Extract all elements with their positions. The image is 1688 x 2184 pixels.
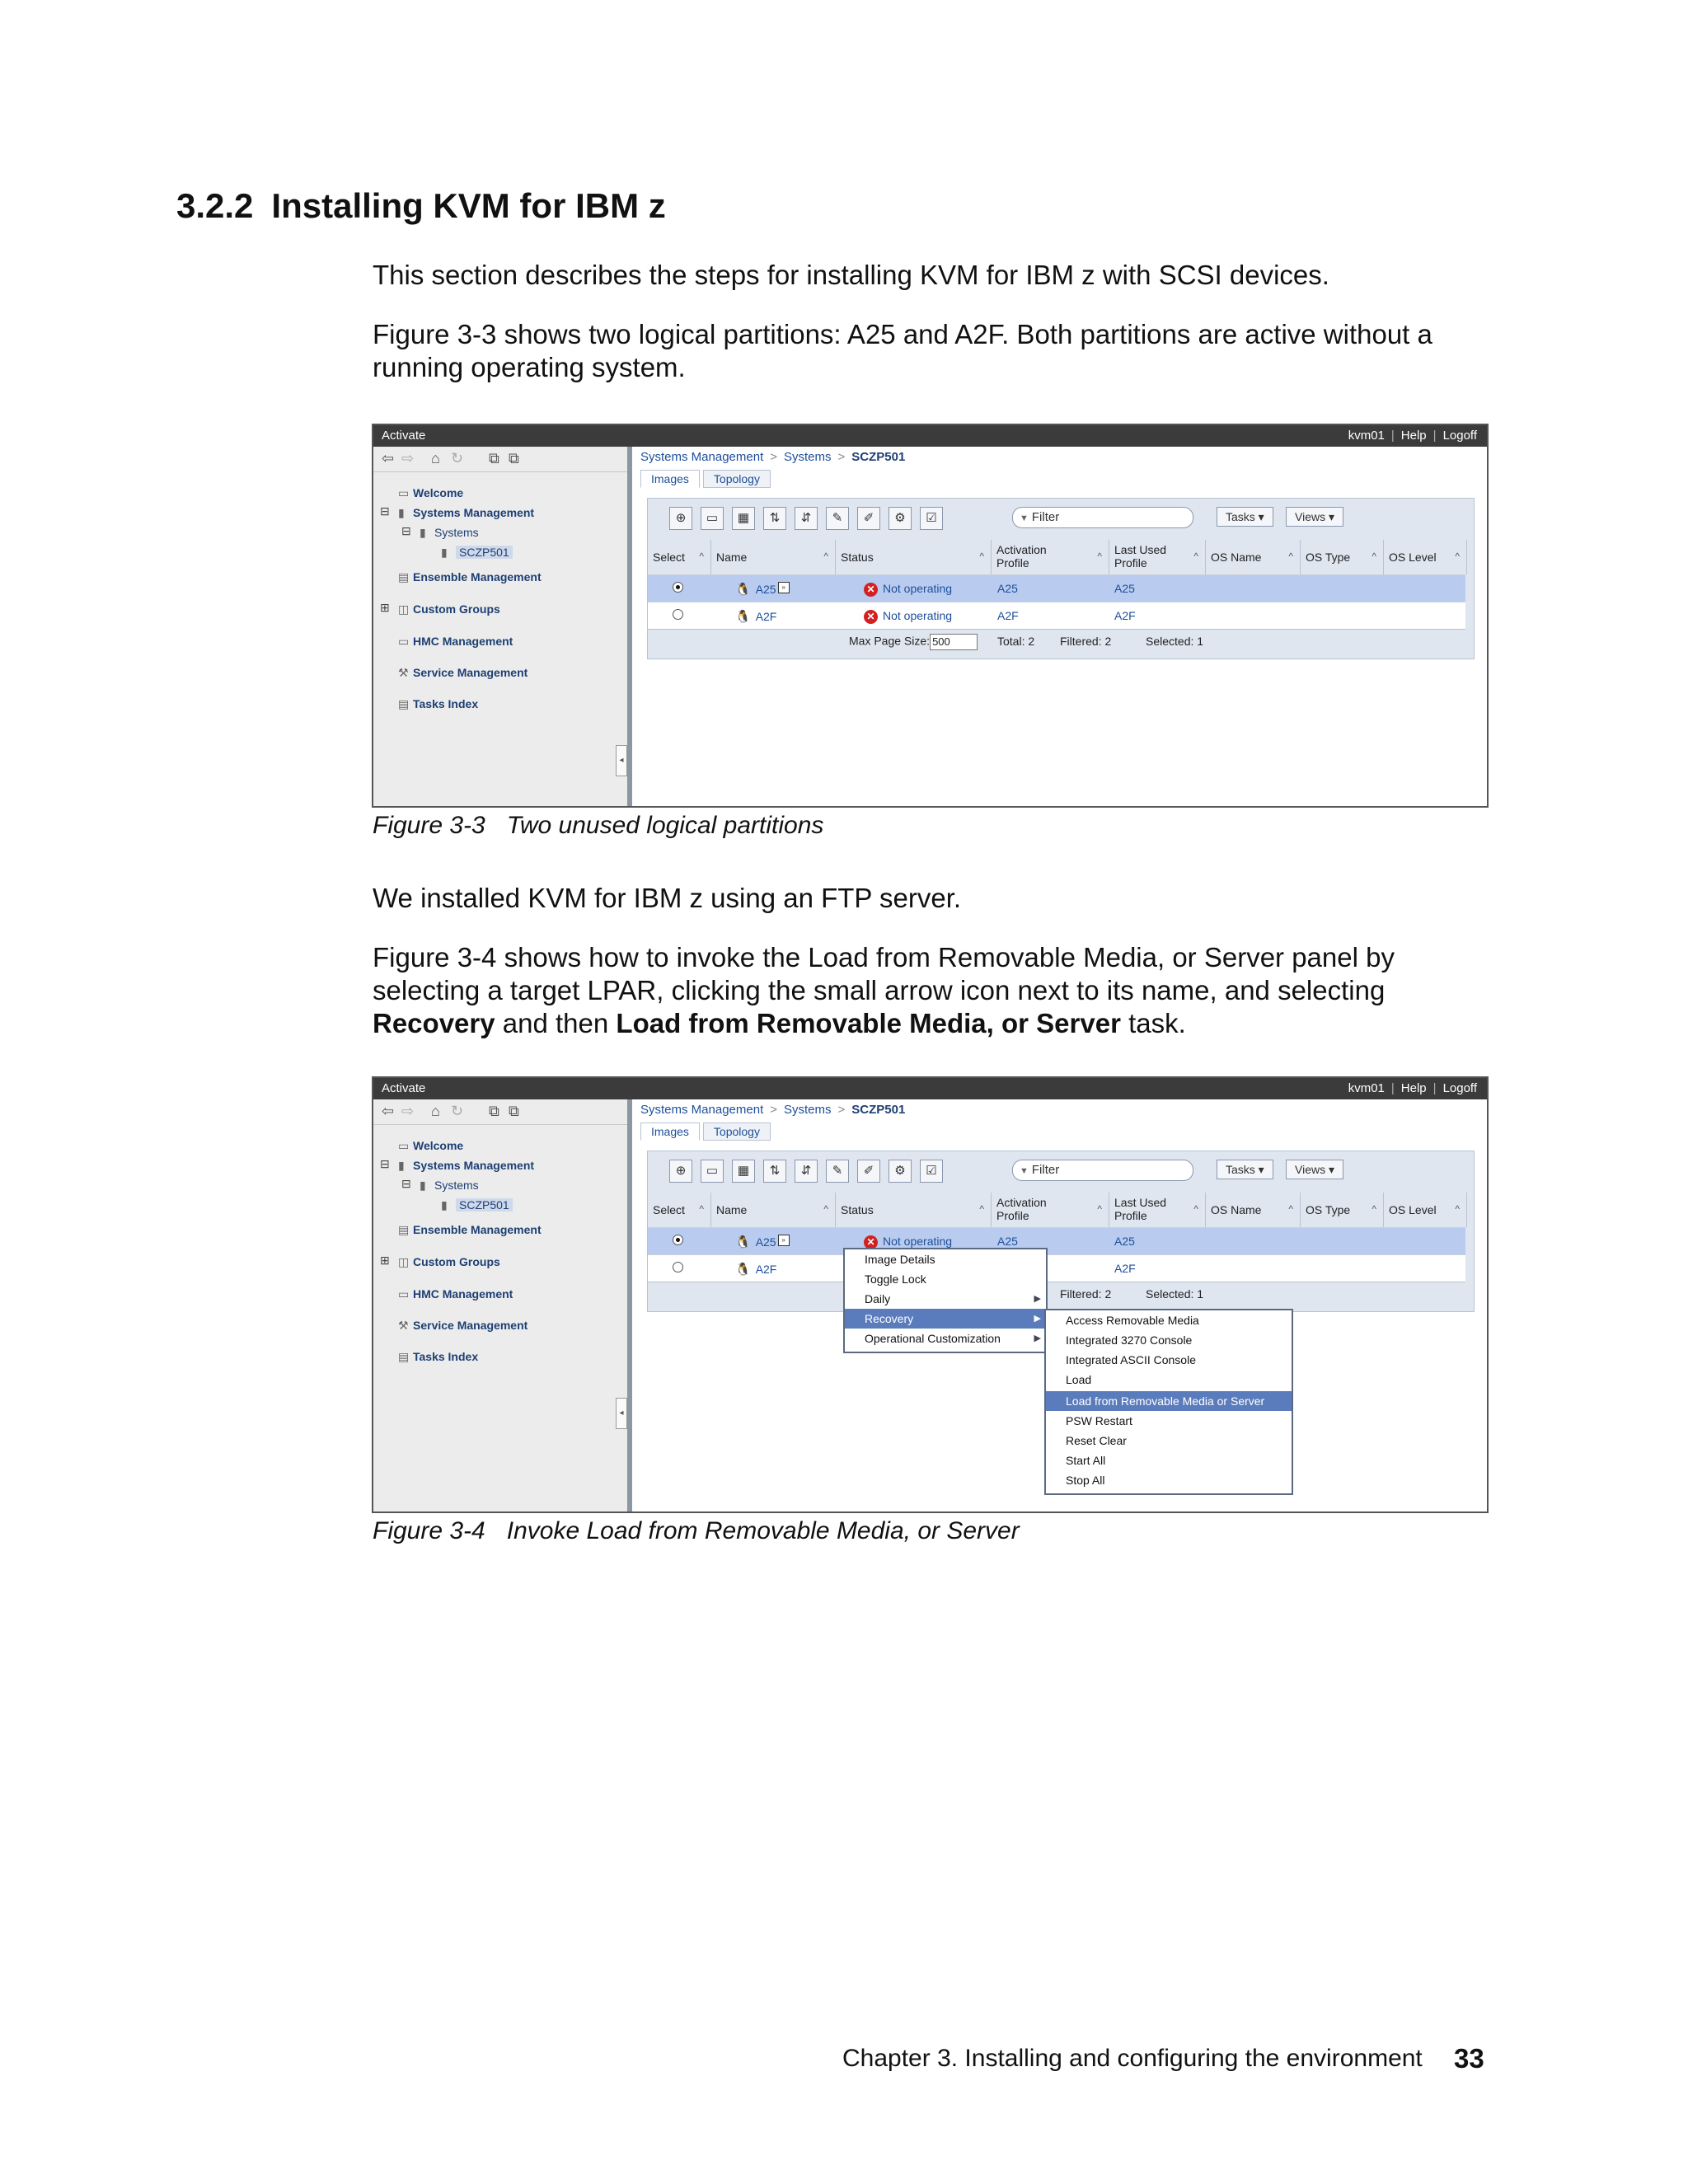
col-os-level[interactable]: OS Level ^ <box>1384 1193 1467 1227</box>
breadcrumb-systems[interactable]: Systems <box>784 1103 832 1117</box>
nav-tasks-index[interactable]: ▤ Tasks Index <box>398 1350 479 1363</box>
section-title: Installing KVM for IBM z <box>271 186 666 225</box>
tab-images[interactable]: Images <box>640 470 700 488</box>
col-name[interactable]: Name ^ <box>711 1193 836 1227</box>
sort-icon: ^ <box>823 1203 828 1215</box>
paragraph-figure-3-3: Figure 3-3 shows two logical partitions: A25 and A2F. Both partitions are active without a running operating system. <box>373 319 1432 382</box>
expand-all-icon[interactable]: ⧉ <box>489 450 499 466</box>
refresh-icon[interactable]: ↻ <box>451 1103 464 1119</box>
tab-topology[interactable]: Topology <box>703 1122 771 1141</box>
chevron-down-icon[interactable]: ▼ <box>1020 1166 1029 1176</box>
collapse-all-icon[interactable]: ⧉ <box>509 450 519 466</box>
col-last-used-profile[interactable]: Last Used Profile ^ <box>1109 540 1206 574</box>
paragraph-intro: This section describes the steps for installing KVM for IBM z with SCSI devices. <box>373 260 1329 290</box>
sort-icon: ^ <box>1455 551 1460 562</box>
details-icon[interactable]: ⊕ <box>669 507 692 530</box>
nav-sczp501[interactable]: ▮ SCZP501 <box>441 546 513 560</box>
sort-icon: ^ <box>823 551 828 562</box>
submenu-arrow-icon: ▶ <box>1034 1314 1041 1324</box>
error-icon: ✕ <box>864 1235 878 1249</box>
error-icon: ✕ <box>864 610 878 624</box>
sort-icon: ^ <box>1455 1203 1460 1215</box>
views-button[interactable]: Views ▾ <box>1286 507 1343 527</box>
error-icon: ✕ <box>864 583 878 597</box>
chevron-down-icon[interactable]: ▼ <box>1020 513 1029 523</box>
ensemble-icon: ▤ <box>398 1223 410 1236</box>
sort-icon[interactable]: ⇵ <box>795 507 818 530</box>
paragraph-ftp: We installed KVM for IBM z using an FTP server. <box>373 883 962 913</box>
nav-systems-management[interactable]: ▮ Systems Management <box>398 1159 535 1172</box>
hmc-topbar: Activate kvm01 | Help | Logoff <box>373 425 1487 447</box>
figure-3-3-caption: Figure 3-3 Two unused logical partitions <box>373 812 824 839</box>
col-last-used-profile[interactable]: Last Used Profile ^ <box>1109 1193 1206 1227</box>
col-os-type[interactable]: OS Type ^ <box>1301 540 1384 574</box>
work-pane <box>632 1099 1487 1511</box>
context-arrow-icon[interactable]: » <box>778 582 790 593</box>
filter-input[interactable]: ▼ Filter <box>1012 1160 1193 1181</box>
table-row[interactable]: 🐧 A2F ✕ Not operating A2F A2F <box>648 602 1465 629</box>
user-link[interactable]: kvm01 <box>1348 429 1385 443</box>
server-icon: ▮ <box>420 1179 426 1192</box>
nav-systems[interactable]: ▮ Systems <box>420 526 479 539</box>
help-link[interactable]: Help <box>1400 1081 1427 1095</box>
linux-penguin-icon: 🐧 <box>735 1263 751 1277</box>
back-arrow-icon[interactable]: ⇦ <box>382 450 395 466</box>
details-icon[interactable]: ⊕ <box>669 1160 692 1183</box>
service-icon: ⚒ <box>398 1319 409 1332</box>
collapse-toggle-icon[interactable]: ⊟ <box>380 504 390 518</box>
images-table-panel <box>647 498 1475 659</box>
group-icon: ◫ <box>398 602 410 616</box>
col-activation-profile[interactable]: Activation Profile ^ <box>992 1193 1109 1227</box>
collapse-all-icon[interactable]: ⧉ <box>509 1103 519 1119</box>
tasks-button[interactable]: Tasks ▾ <box>1217 507 1273 527</box>
forward-arrow-icon[interactable]: ⇨ <box>401 1103 415 1119</box>
tab-images[interactable]: Images <box>640 1122 700 1141</box>
menu-item-load-from-removable-media[interactable]: Load from Removable Media or Server <box>1046 1391 1292 1411</box>
expand-toggle-icon[interactable]: ⊞ <box>380 601 390 614</box>
ensemble-icon: ▤ <box>398 570 410 583</box>
collapse-toggle-icon[interactable]: ⊟ <box>380 1157 390 1170</box>
refresh-icon[interactable]: ↻ <box>451 450 464 466</box>
nav-hmc-management[interactable]: ▭ HMC Management <box>398 1287 513 1301</box>
help-link[interactable]: Help <box>1400 429 1427 443</box>
collapse-toggle-icon[interactable]: ⊟ <box>401 1177 411 1190</box>
menu-item-start-all[interactable]: Start All <box>1066 1454 1106 1467</box>
table-footer: Filtered: 2 Selected: 1 <box>648 1282 1465 1305</box>
select-radio[interactable] <box>673 1235 683 1245</box>
nav-toolbar <box>373 447 627 472</box>
tree-icon[interactable]: ▭ <box>701 1160 724 1183</box>
navigation-pane <box>373 1099 632 1511</box>
home-icon[interactable]: ⌂ <box>431 450 440 466</box>
tab-topology[interactable]: Topology <box>703 470 771 488</box>
breadcrumb-systems-management[interactable]: Systems Management <box>640 450 764 464</box>
breadcrumb-systems[interactable]: Systems <box>784 450 832 464</box>
topbar-title: Activate <box>382 429 426 443</box>
user-link[interactable]: kvm01 <box>1348 1081 1385 1095</box>
expand-all-icon[interactable]: ⧉ <box>489 1103 499 1119</box>
edit-sort-icon[interactable]: ✎ <box>826 507 849 530</box>
logoff-link[interactable]: Logoff <box>1442 1081 1477 1095</box>
select-radio[interactable] <box>673 1262 683 1272</box>
col-os-name[interactable]: OS Name ^ <box>1206 1193 1301 1227</box>
nav-welcome[interactable]: ▭ Welcome <box>398 486 464 499</box>
sort-icon: ^ <box>979 551 984 562</box>
breadcrumb-sczp501: SCZP501 <box>851 450 906 464</box>
menu-item-toggle-lock[interactable]: Toggle Lock <box>865 1272 926 1286</box>
nav-hmc-management[interactable]: ▭ HMC Management <box>398 635 513 648</box>
breadcrumb-systems-management[interactable]: Systems Management <box>640 1103 764 1117</box>
breadcrumb-sczp501: SCZP501 <box>851 1103 906 1117</box>
navigation-pane <box>373 447 632 806</box>
submenu-arrow-icon: ▶ <box>1034 1294 1041 1304</box>
clear-sort-icon[interactable]: ✐ <box>857 1160 880 1183</box>
clear-sort-icon[interactable]: ✐ <box>857 507 880 530</box>
menu-item-image-details[interactable]: Image Details <box>865 1253 935 1266</box>
sort-icon: ^ <box>1372 1203 1376 1215</box>
server-icon: ▮ <box>441 546 448 559</box>
columns-icon[interactable]: ⇅ <box>763 507 786 530</box>
linux-penguin-icon: 🐧 <box>735 1235 751 1249</box>
sort-icon: ^ <box>1193 551 1198 562</box>
menu-item-recovery[interactable]: Recovery ▶ <box>845 1309 1046 1329</box>
sort-icon: ^ <box>1097 551 1102 562</box>
col-select[interactable]: Select ^ <box>648 540 711 574</box>
breadcrumb: Systems Management > Systems > SCZP501 <box>640 1103 906 1117</box>
welcome-icon: ▭ <box>398 486 410 499</box>
images-table-panel <box>647 1151 1475 1312</box>
server-icon: ▮ <box>398 506 405 519</box>
sort-icon[interactable]: ⇵ <box>795 1160 818 1183</box>
menu-item-operational-customization[interactable]: Operational Customization ▶ <box>845 1329 1046 1348</box>
collapse-toggle-icon[interactable]: ⊟ <box>401 524 411 537</box>
section-number: 3.2.2 <box>176 186 254 225</box>
logoff-link[interactable]: Logoff <box>1442 429 1477 443</box>
table-row[interactable]: 🐧 A2F A2F <box>648 1254 1465 1282</box>
nav-sczp501[interactable]: ▮ SCZP501 <box>441 1198 513 1212</box>
nav-custom-groups[interactable]: ◫ Custom Groups <box>398 602 500 616</box>
table-icon[interactable]: ▦ <box>732 507 755 530</box>
page-footer-chapter: Chapter 3. Installing and configuring the environment <box>842 2045 1423 2072</box>
menu-item-reset-clear[interactable]: Reset Clear <box>1066 1434 1127 1447</box>
columns-icon[interactable]: ⇅ <box>763 1160 786 1183</box>
hmc-topbar: Activate kvm01 | Help | Logoff <box>373 1078 1487 1099</box>
nav-ensemble-management[interactable]: ▤ Ensemble Management <box>398 570 542 583</box>
welcome-icon: ▭ <box>398 1139 410 1152</box>
nav-service-management[interactable]: ⚒ Service Management <box>398 1319 528 1332</box>
col-os-level[interactable]: OS Level ^ <box>1384 540 1467 574</box>
menu-item-integrated-ascii-console[interactable]: Integrated ASCII Console <box>1066 1353 1196 1366</box>
menu-item-integrated-3270-console[interactable]: Integrated 3270 Console <box>1066 1333 1193 1347</box>
figure-3-4-caption: Figure 3-4 Invoke Load from Removable Media, or Server <box>373 1517 1020 1544</box>
list-icon: ▤ <box>398 1350 410 1363</box>
expand-toggle-icon[interactable]: ⊞ <box>380 1254 390 1267</box>
list-icon: ▤ <box>398 697 410 710</box>
nav-custom-groups[interactable]: ◫ Custom Groups <box>398 1255 500 1268</box>
table-toolbar <box>669 507 943 530</box>
work-pane <box>632 447 1487 806</box>
group-icon: ◫ <box>398 1255 410 1268</box>
context-menu <box>843 1248 1048 1353</box>
tree-icon[interactable]: ▭ <box>701 507 724 530</box>
page-number: 33 <box>1454 2043 1484 2074</box>
nav-service-management[interactable]: ⚒ Service Management <box>398 666 528 679</box>
configure-icon[interactable]: ⚙ <box>889 507 912 530</box>
service-icon: ⚒ <box>398 666 409 679</box>
topbar-title: Activate <box>382 1081 426 1095</box>
menu-item-psw-restart[interactable]: PSW Restart <box>1066 1414 1132 1427</box>
col-name[interactable]: Name ^ <box>711 540 836 574</box>
sort-icon: ^ <box>1288 551 1293 562</box>
linux-penguin-icon: 🐧 <box>735 583 751 597</box>
nav-tasks-index[interactable]: ▤ Tasks Index <box>398 697 479 710</box>
table-row[interactable]: 🐧 A25 » ✕ Not operating A25 A25 <box>648 1227 1465 1254</box>
back-arrow-icon[interactable]: ⇦ <box>382 1103 395 1119</box>
sort-icon: ^ <box>1288 1203 1293 1215</box>
max-page-size-input[interactable]: 500 <box>930 634 978 650</box>
table-row[interactable]: 🐧 A25 » ✕ Not operating A25 A25 <box>648 574 1465 602</box>
nav-systems[interactable]: ▮ Systems <box>420 1179 479 1192</box>
collapse-nav-handle[interactable]: ◂ <box>616 1398 627 1429</box>
collapse-nav-handle[interactable]: ◂ <box>616 745 627 776</box>
linux-penguin-icon: 🐧 <box>735 610 751 624</box>
views-button[interactable]: Views ▾ <box>1286 1160 1343 1179</box>
hmc-icon: ▭ <box>398 1287 410 1301</box>
select-all-icon[interactable]: ☑ <box>920 507 943 530</box>
select-radio[interactable] <box>673 582 683 593</box>
paragraph-figure-3-4: Figure 3-4 shows how to invoke the Load from Removable Media, or Server panel by selecting a target LPAR, clicking the small arrow icon next to its name, and selecting Recovery and then Load from Removable Media, or Server task. <box>373 942 1395 1038</box>
col-status[interactable]: Status ^ <box>836 540 992 574</box>
view-tabs <box>640 470 771 488</box>
breadcrumb: Systems Management > Systems > SCZP501 <box>640 450 906 464</box>
server-icon: ▮ <box>420 526 426 539</box>
col-select[interactable]: Select ^ <box>648 1193 711 1227</box>
context-arrow-icon[interactable]: » <box>778 1235 790 1246</box>
sort-icon: ^ <box>1097 1203 1102 1215</box>
col-os-name[interactable]: OS Name ^ <box>1206 540 1301 574</box>
sort-icon: ^ <box>699 551 704 562</box>
server-icon: ▮ <box>441 1198 448 1212</box>
select-all-icon[interactable]: ☑ <box>920 1160 943 1183</box>
nav-ensemble-management[interactable]: ▤ Ensemble Management <box>398 1223 542 1236</box>
configure-icon[interactable]: ⚙ <box>889 1160 912 1183</box>
hmc-icon: ▭ <box>398 635 410 648</box>
col-activation-profile[interactable]: Activation Profile ^ <box>992 540 1109 574</box>
forward-arrow-icon[interactable]: ⇨ <box>401 450 415 466</box>
server-icon: ▮ <box>398 1159 405 1172</box>
table-footer: Max Page Size: 500 Total: 2 Filtered: 2 Selected: 1 <box>648 629 1465 653</box>
col-status[interactable]: Status ^ <box>836 1193 992 1227</box>
nav-toolbar <box>373 1099 627 1125</box>
select-radio[interactable] <box>673 609 683 620</box>
nav-systems-management[interactable]: ▮ Systems Management <box>398 506 535 519</box>
menu-item-daily[interactable]: Daily ▶ <box>845 1289 1046 1309</box>
sort-icon: ^ <box>979 1203 984 1215</box>
submenu-arrow-icon: ▶ <box>1034 1333 1041 1343</box>
sort-icon: ^ <box>699 1203 704 1215</box>
menu-item-load[interactable]: Load <box>1066 1373 1092 1386</box>
figure-3-3-screenshot <box>372 424 1489 808</box>
view-tabs <box>640 1122 771 1141</box>
recovery-submenu <box>1044 1309 1293 1495</box>
menu-item-stop-all[interactable]: Stop All <box>1066 1474 1105 1487</box>
table-toolbar <box>669 1160 943 1183</box>
nav-welcome[interactable]: ▭ Welcome <box>398 1139 464 1152</box>
filter-input[interactable]: ▼ Filter <box>1012 507 1193 528</box>
sort-icon: ^ <box>1372 551 1376 562</box>
home-icon[interactable]: ⌂ <box>431 1103 440 1119</box>
sort-icon: ^ <box>1193 1203 1198 1215</box>
menu-item-access-removable-media[interactable]: Access Removable Media <box>1066 1314 1199 1327</box>
table-icon[interactable]: ▦ <box>732 1160 755 1183</box>
section-heading <box>176 186 666 226</box>
tasks-button[interactable]: Tasks ▾ <box>1217 1160 1273 1179</box>
edit-sort-icon[interactable]: ✎ <box>826 1160 849 1183</box>
col-os-type[interactable]: OS Type ^ <box>1301 1193 1384 1227</box>
figure-3-4-screenshot <box>372 1076 1489 1513</box>
